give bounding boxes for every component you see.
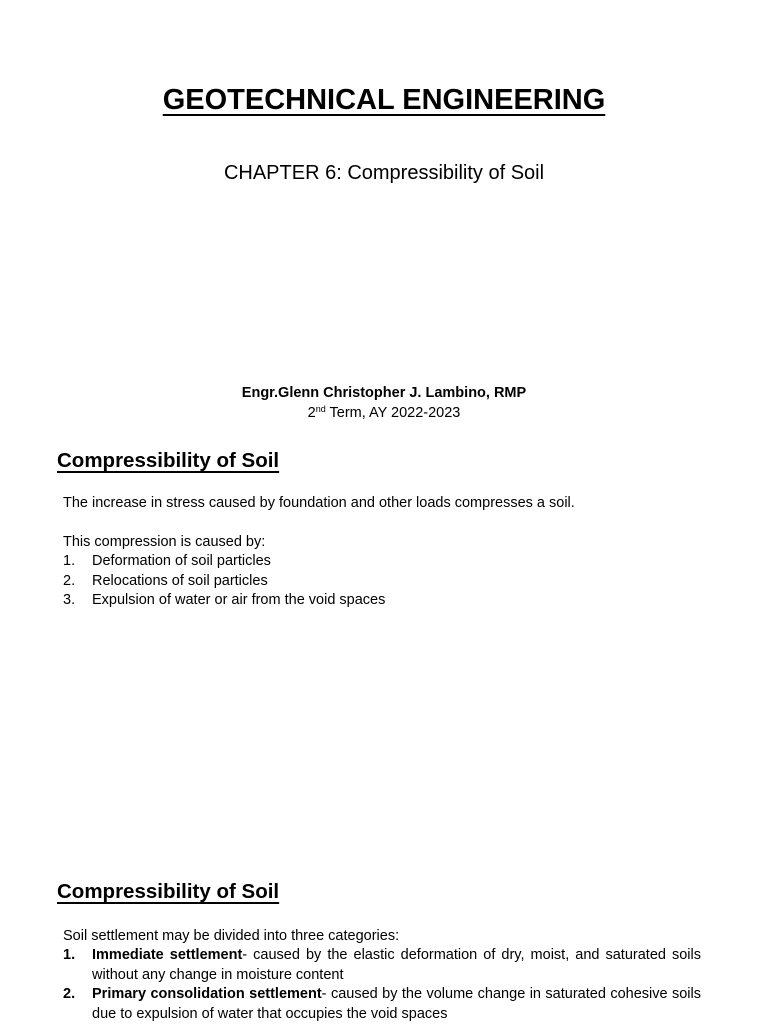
list-text: Expulsion of water or air from the void spaces xyxy=(92,592,386,608)
section-intro: The increase in stress caused by foundation and other loads compresses a soil. xyxy=(63,495,575,511)
list-number: 3. xyxy=(63,592,76,608)
list-term: Immediate settlement xyxy=(92,947,243,963)
list-text: Deformation of soil particles xyxy=(92,553,271,569)
list-item xyxy=(63,552,385,572)
list-item xyxy=(63,946,701,985)
term-number: 2 xyxy=(307,405,316,421)
list-text: - caused by the volume change in saturated cohesive soils due to expulsion of water that occupies the void spaces xyxy=(92,986,701,1022)
list-number: 2. xyxy=(63,572,76,589)
academic-term xyxy=(0,405,768,421)
term-rest: Term, AY 2022-2023 xyxy=(325,405,461,421)
list-term: Primary consolidation settlement xyxy=(92,986,322,1002)
section-heading: Compressibility of Soil xyxy=(57,880,280,903)
list-text: Relocations of soil particles xyxy=(92,572,268,589)
settlement-category-list xyxy=(63,946,701,1024)
term-ordinal-suffix: nd xyxy=(315,404,326,414)
list-text: - caused by the elastic deformation of dry, moist, and saturated soils without any change in moisture content xyxy=(92,947,701,983)
cause-list xyxy=(63,552,385,611)
list-item xyxy=(63,591,385,611)
list-number: 1. xyxy=(63,553,76,569)
list-lead: Soil settlement may be divided into three categories: xyxy=(63,928,400,944)
list-number: 1. xyxy=(63,947,76,963)
list-item xyxy=(63,572,385,592)
list-lead: This compression is caused by: xyxy=(63,534,266,550)
list-item xyxy=(63,985,701,1024)
list-number: 2. xyxy=(63,986,76,1002)
document-title: GEOTECHNICAL ENGINEERING xyxy=(162,84,606,116)
author-name: Engr.Glenn Christopher J. Lambino, RMP xyxy=(241,385,527,401)
section-heading: Compressibility of Soil xyxy=(57,449,280,472)
chapter-title: CHAPTER 6: Compressibility of Soil xyxy=(223,162,545,184)
